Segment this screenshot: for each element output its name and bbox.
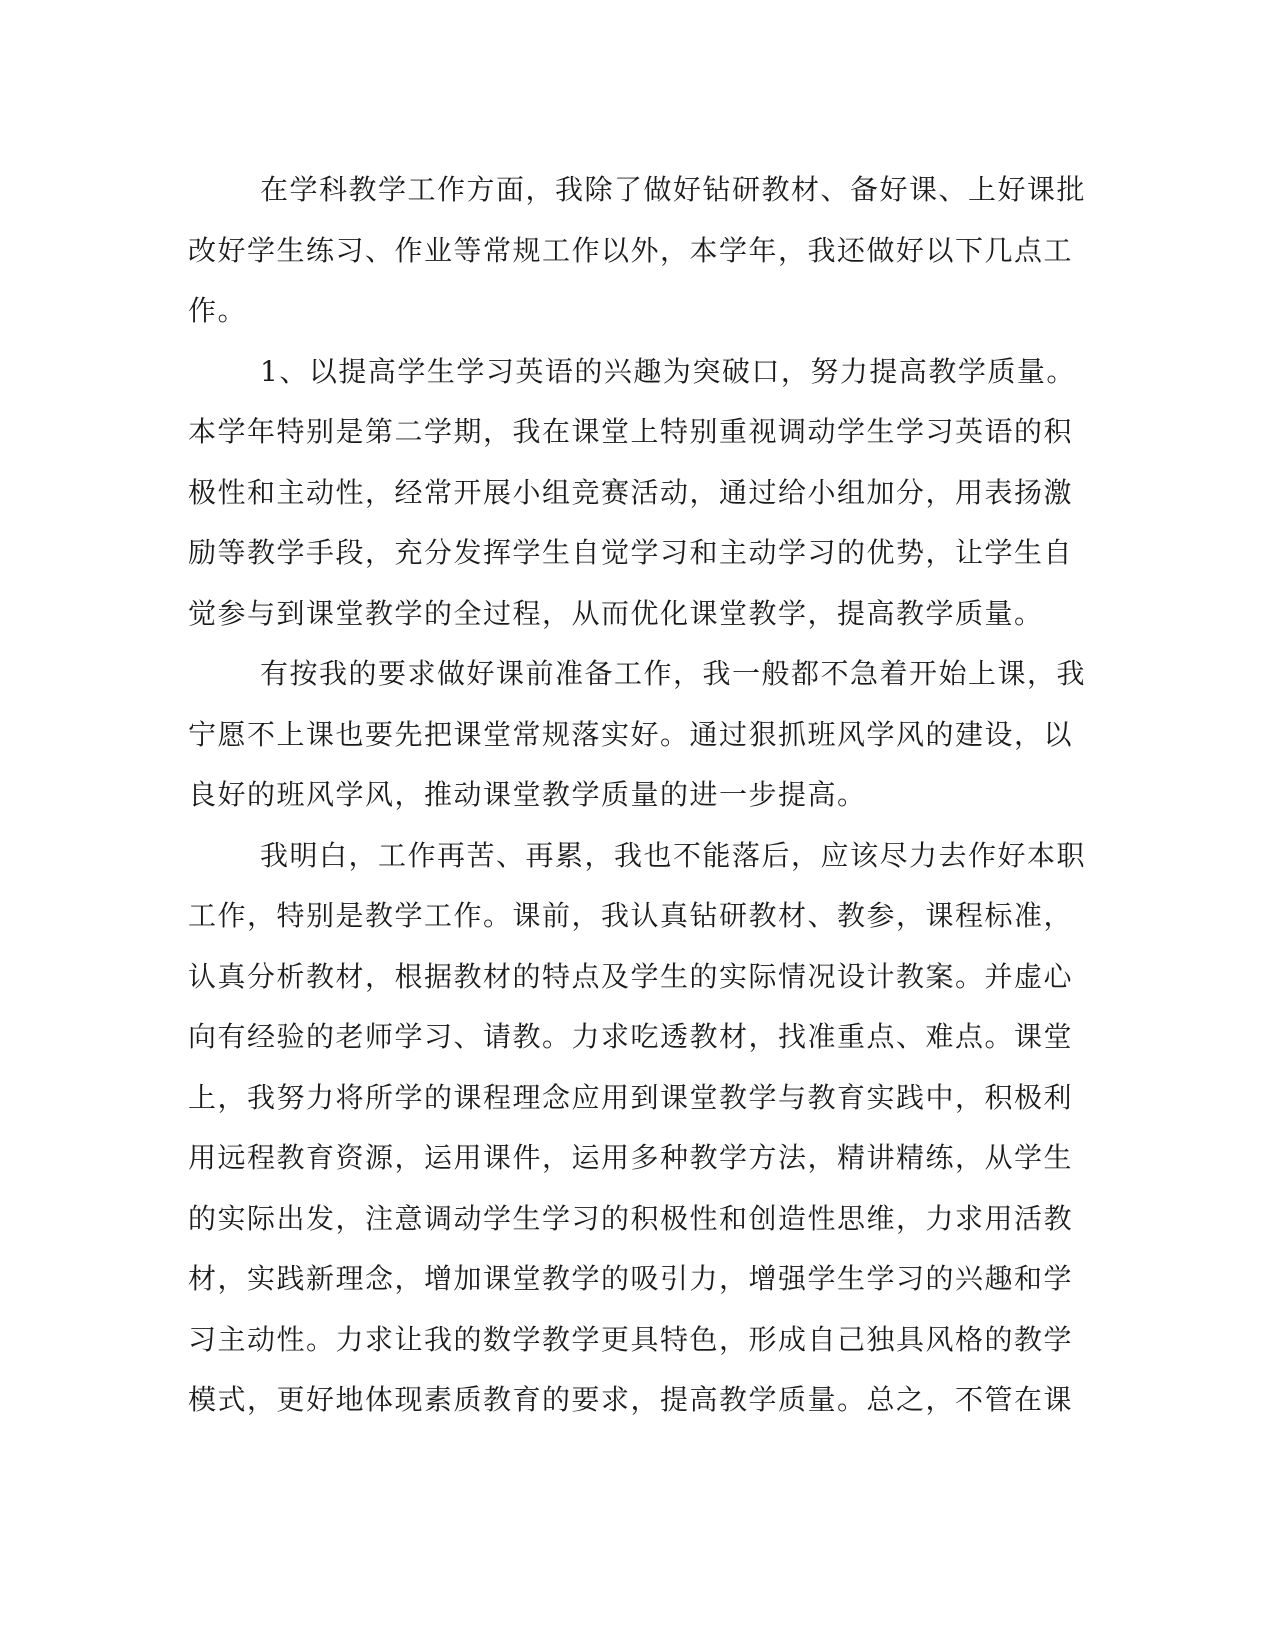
text-line: 习主动性。力求让我的数学教学更具特色，形成自己独具风格的教学 xyxy=(188,1322,1074,1356)
paragraph-teaching-work xyxy=(188,160,1087,342)
text-line: 用远程教育资源，运用课件，运用多种教学方法，精讲精练，从学生 xyxy=(188,1141,1074,1174)
text-line: 宁愿不上课也要先把课堂常规落实好。通过狠抓班风学风的建设，以 xyxy=(188,717,1074,751)
text-line: 极性和主动性，经常开展小组竞赛活动，通过给小组加分，用表扬激 xyxy=(188,475,1074,509)
text-line: 上，我努力将所学的课程理念应用到课堂教学与教育实践中，积极利 xyxy=(188,1080,1074,1114)
paragraph-english-interest xyxy=(188,342,1076,645)
text-line: 我明白，工作再苦、再累，我也不能落后，应该尽力去作好本职 xyxy=(260,838,1087,872)
text-line: 认真分析教材，根据教材的特点及学生的实际情况设计教案。并虚心 xyxy=(188,959,1074,993)
paragraph-work-attitude xyxy=(188,826,1087,1431)
text-line: 模式，更好地体现素质教育的要求，提高教学质量。总之，不管在课 xyxy=(188,1383,1074,1416)
text-line: 材，实践新理念，增加课堂教学的吸引力，增强学生学习的兴趣和学 xyxy=(188,1262,1074,1295)
text-line: 在学科教学工作方面，我除了做好钻研教材、备好课、上好课批 xyxy=(260,173,1087,206)
text-line: 1、以提高学生学习英语的兴趣为突破口，努力提高教学质量。 xyxy=(260,354,1076,388)
text-line: 励等教学手段，充分发挥学生自觉学习和主动学习的优势，让学生自 xyxy=(188,536,1074,569)
text-line: 作。 xyxy=(188,294,248,327)
document-body xyxy=(188,160,1087,1431)
paragraph-class-preparation xyxy=(188,644,1087,826)
text-line: 工作，特别是教学工作。课前，我认真钻研教材、教参，课程标准， xyxy=(188,899,1074,932)
text-line: 的实际出发，注意调动学生学习的积极性和创造性思维，力求用活教 xyxy=(188,1201,1074,1235)
text-line: 向有经验的老师学习、请教。力求吃透教材，找准重点、难点。课堂 xyxy=(188,1020,1074,1053)
text-line: 本学年特别是第二学期，我在课堂上特别重视调动学生学习英语的积 xyxy=(188,415,1074,448)
text-line: 有按我的要求做好课前准备工作，我一般都不急着开始上课，我 xyxy=(260,657,1087,690)
text-line: 觉参与到课堂教学的全过程，从而优化课堂教学，提高教学质量。 xyxy=(188,596,1044,630)
text-line: 良好的班风学风，推动课堂教学质量的进一步提高。 xyxy=(188,778,867,811)
text-line: 改好学生练习、作业等常规工作以外，本学年，我还做好以下几点工 xyxy=(188,233,1074,267)
